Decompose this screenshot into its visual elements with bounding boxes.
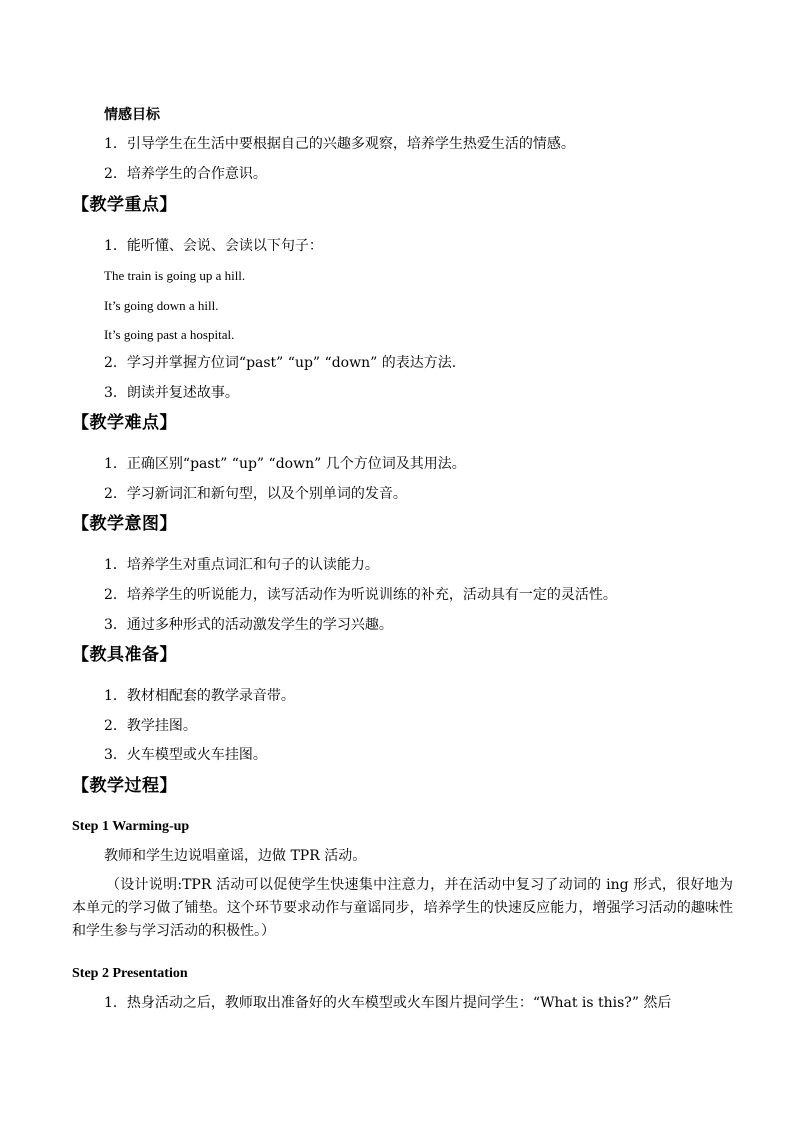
material-item: 3．火车模型或火车挂图。 — [104, 747, 267, 763]
key-point-item: 1．能听懂、会说、会读以下句子： — [104, 238, 323, 254]
material-item: 2．教学挂图。 — [104, 718, 197, 734]
difficult-point-item: 1．正确区别“past” “up” “down” 几个方位词及其用法。 — [104, 456, 466, 472]
difficult-points-heading: 【教学难点】 — [72, 413, 177, 433]
affective-goal-item: 1．引导学生在生活中要根据自己的兴趣多观察，培养学生热爱生活的情感。 — [104, 136, 575, 152]
key-point-item: 2．学习并掌握方位词“past” “up” “down” 的表达方法. — [104, 355, 457, 371]
difficult-point-item: 2．学习新词汇和新句型，以及个别单词的发音。 — [104, 486, 407, 502]
process-heading: 【教学过程】 — [72, 776, 177, 796]
material-item: 1．教材相配套的教学录音带。 — [104, 688, 295, 704]
step1-title: Step 1 Warming-up — [72, 819, 190, 834]
step1-design-note: （设计说明:TPR 活动可以促使学生快速集中注意力，并在活动中复习了动词的 ing 形式，很好地为本单元的学习做了铺垫。这个环节要求动作与童谣同步，培养学生的快速反应能力，增强学习活动的趣味性和学生参与学习活动的积极性。） — [72, 877, 733, 939]
key-point-item: 3．朗读并复述故事。 — [104, 385, 239, 401]
intention-item: 2．培养学生的听说能力，读写活动作为听说训练的补充，活动具有一定的灵活性。 — [104, 587, 617, 603]
example-sentence: It’s going past a hospital. — [104, 327, 235, 342]
intentions-heading: 【教学意图】 — [72, 514, 177, 534]
intention-item: 3．通过多种形式的活动激发学生的学习兴趣。 — [104, 617, 393, 633]
affective-goals-title: 情感目标 — [104, 107, 160, 123]
affective-goal-item: 2．培养学生的合作意识。 — [104, 166, 267, 182]
example-sentence: It’s going down a hill. — [104, 298, 219, 313]
intention-item: 1．培养学生对重点词汇和句子的认读能力。 — [104, 557, 379, 573]
materials-heading: 【教具准备】 — [72, 645, 177, 665]
step2-title: Step 2 Presentation — [72, 966, 188, 981]
step2-text: 1．热身活动之后，教师取出准备好的火车模型或火车图片提问学生：“What is this?” 然后 — [104, 995, 672, 1011]
example-sentence: The train is going up a hill. — [104, 268, 246, 283]
key-points-heading: 【教学重点】 — [72, 195, 177, 215]
step1-text: 教师和学生边说唱童谣，边做 TPR 活动。 — [104, 848, 367, 864]
